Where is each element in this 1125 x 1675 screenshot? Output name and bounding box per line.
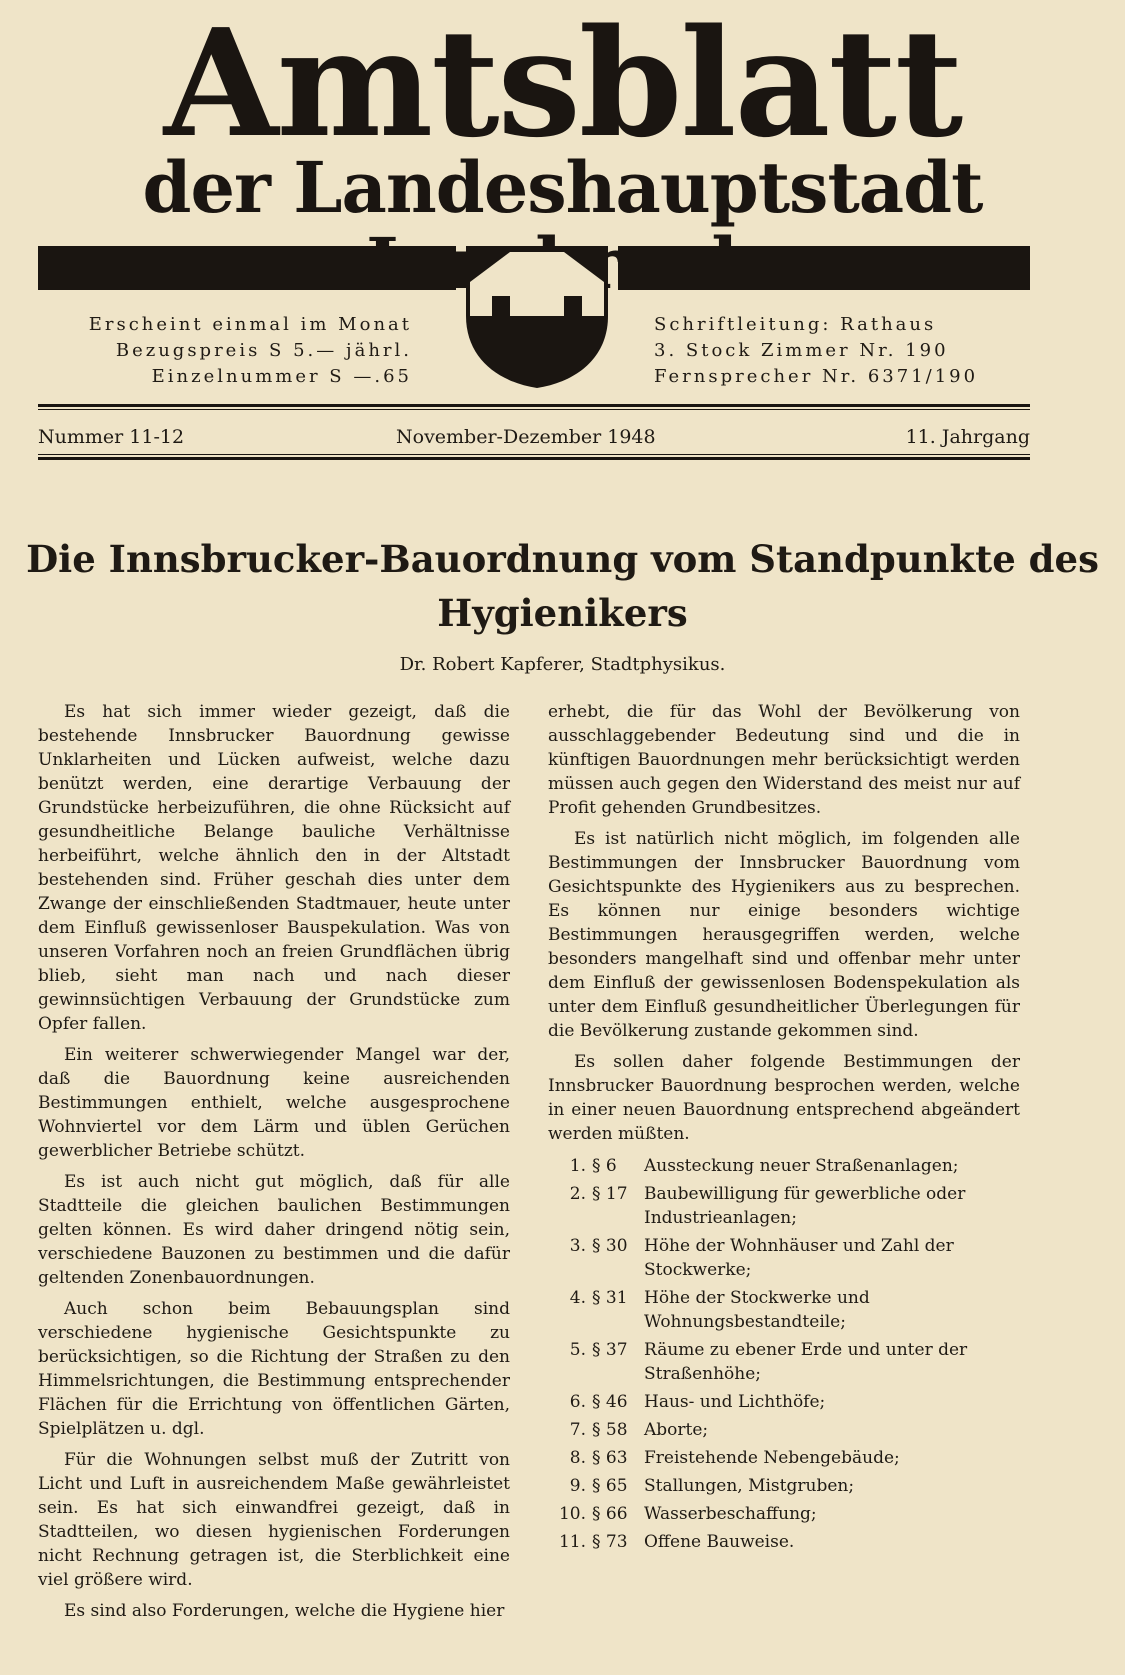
regulation-list [548,1154,1020,1554]
item-text: Baubewilligung für gewerbliche oder Industrieanlagen; [644,1184,966,1228]
item-number: 5. [569,1340,586,1360]
item-number: 10. [558,1504,586,1524]
list-item [548,1418,1020,1442]
paragraph: Es ist auch nicht gut möglich, daß für alle Stadtteile die gleichen baulichen Bestimmungen gelten können. Es wird daher dringend nötig sein, verschiedene Bauzonen zu bestimmen und die dafür geltenden Zonenbauordnungen. [38,1172,510,1288]
single-issue-price: Einzelnummer S —.65 [151,366,412,387]
item-text: Aussteckung neuer Straßenanlagen; [644,1156,959,1176]
item-section: § 63 [592,1448,628,1468]
issue-date: November-Dezember 1948 [396,426,656,448]
divider-rule [38,457,1030,460]
paragraph: Es sind also Forderungen, welche die Hygiene hier [64,1601,505,1621]
article-byline: Dr. Robert Kapferer, Stadtphysikus. [399,654,726,675]
item-text: Wasserbeschaffung; [644,1504,817,1524]
divider-rule [38,454,1030,455]
paragraph: erhebt, die für das Wohl der Bevölkerung von ausschlaggebender Bedeutung sind und die in künftigen Bauordnungen mehr berücksichtigt werden müssen auch gegen den Widerstand des meist nur auf Profit gehenden Grundbesitzes. [548,702,1020,818]
article-title-line: Hygienikers [437,591,688,635]
list-item [548,1474,1020,1498]
phone-number: Fernsprecher Nr. 6371/190 [654,366,979,387]
masthead-title: Amtsblatt [163,0,962,170]
item-section: § 31 [592,1288,628,1308]
publication-info [89,312,412,390]
issue-info-row [38,422,1030,452]
item-section: § 6 [592,1156,617,1176]
item-number: 4. [569,1288,586,1308]
editorial-office: Schriftleitung: Rathaus [654,314,937,335]
list-item [548,1286,1020,1334]
item-number: 7. [569,1420,586,1440]
paragraph: Es ist natürlich nicht möglich, im folgenden alle Bestimmungen der Innsbrucker Bauordnung vom Gesichtspunkte des Hygienikers aus zu besprechen. Es können nur einige besonders wichtige Bestimmungen herausgegriffen werden, welche besonders mangelhaft sind und offenbar mehr unter dem Einfluß der gewissenlosen Bodenspekulation als unter dem Einfluß gesundheitlicher Überlegungen für die Bevölkerung zustande gekommen sind. [548,829,1020,1041]
item-section: § 65 [592,1476,628,1496]
item-number: 8. [569,1448,586,1468]
subscription-price: Bezugspreis S 5.— jährl. [115,340,412,361]
city-crest-icon [464,246,610,388]
divider-rule [38,409,1030,410]
list-item [548,1390,1020,1414]
item-section: § 30 [592,1236,628,1256]
list-item [548,1338,1020,1386]
item-section: § 73 [592,1532,628,1552]
article-column-left [38,700,510,1630]
paragraph: Auch schon beim Bebauungsplan sind verschiedene hygienische Gesichtspunkte zu berücksichtigen, so die Richtung der Straßen zu den Himmelsrichtungen, die Bestimmung entsprechender Flächen für die Errichtung von öffentlichen Gärten, Spielplätzen u. dgl. [38,1299,510,1439]
list-item [548,1154,1020,1178]
list-item [548,1446,1020,1470]
item-number: 11. [558,1532,586,1552]
item-number: 2. [569,1184,586,1204]
list-item [548,1502,1020,1526]
item-text: Offene Bauweise. [644,1532,795,1552]
paragraph: Für die Wohnungen selbst muß der Zutritt von Licht und Luft in ausreichendem Maße gewährleistet sein. Es hat sich einwandfrei gezeigt, daß in Stadtteilen, wo diesen hygienischen Forderungen nicht Rechnung getragen ist, die Sterblichkeit eine viel größere wird. [38,1450,510,1590]
divider-rule [38,404,1030,407]
list-item [548,1182,1020,1230]
masthead-bar-left [38,246,456,290]
paragraph: Es sollen daher folgende Bestimmungen der Innsbrucker Bauordnung besprochen werden, welche in einer neuen Bauordnung entsprechend abgeändert werden müßten. [548,1052,1020,1144]
item-number: 1. [569,1156,586,1176]
item-text: Freistehende Nebengebäude; [644,1448,900,1468]
masthead-bar-right [618,246,1030,290]
masthead-subtitle: der Landeshauptstadt [142,146,983,229]
item-section: § 17 [592,1184,628,1204]
item-section: § 46 [592,1392,628,1412]
article-title [0,532,1125,640]
article-column-right [548,700,1020,1558]
list-item [548,1530,1020,1554]
list-item [548,1234,1020,1282]
item-text: Höhe der Stockwerke und Wohnungsbestandteile; [644,1288,870,1332]
item-text: Räume zu ebener Erde und unter der Straßenhöhe; [644,1340,968,1384]
item-number: 9. [569,1476,586,1496]
publication-frequency: Erscheint einmal im Monat [88,314,412,335]
issue-volume: 11. Jahrgang [905,426,1030,448]
item-text: Stallungen, Mistgruben; [644,1476,855,1496]
article-title-line: Die Innsbrucker-Bauordnung vom Standpunkte des [26,537,1099,581]
item-number: 6. [569,1392,586,1412]
item-text: Höhe der Wohnhäuser und Zahl der Stockwerke; [644,1236,954,1280]
item-section: § 58 [592,1420,628,1440]
item-text: Aborte; [644,1420,709,1440]
item-text: Haus- und Lichthöfe; [644,1392,826,1412]
item-section: § 66 [592,1504,628,1524]
issue-number: Nummer 11-12 [38,426,185,448]
item-number: 3. [569,1236,586,1256]
editorial-info [654,312,978,390]
office-room: 3. Stock Zimmer Nr. 190 [654,340,949,361]
paragraph: Es hat sich immer wieder gezeigt, daß die bestehende Innsbrucker Bauordnung gewisse Unklarheiten und Lücken aufweist, welche dazu benützt werden, eine derartige Verbauung der Grundstücke herbeizuführen, die ohne Rücksicht auf gesundheitliche Belange bauliche Verhältnisse herbeiführt, welche ähnlich den in der Altstadt bestehenden sind. Früher geschah dies unter dem Zwange der einschließenden Stadtmauer, heute unter dem Einfluß gewissenloser Bauspekulation. Was von unseren Vorfahren noch an freien Grundflächen übrig blieb, sieht man nach und nach dieser gewinnsüchtigen Verbauung der Grundstücke zum Opfer fallen. [38,702,510,1034]
item-section: § 37 [592,1340,628,1360]
paragraph: Ein weiterer schwerwiegender Mangel war der, daß die Bauordnung keine ausreichenden Bestimmungen enthielt, welche ausgesprochene Wohnviertel vor dem Lärm und üblen Gerüchen gewerblicher Betriebe schützt. [38,1045,510,1161]
